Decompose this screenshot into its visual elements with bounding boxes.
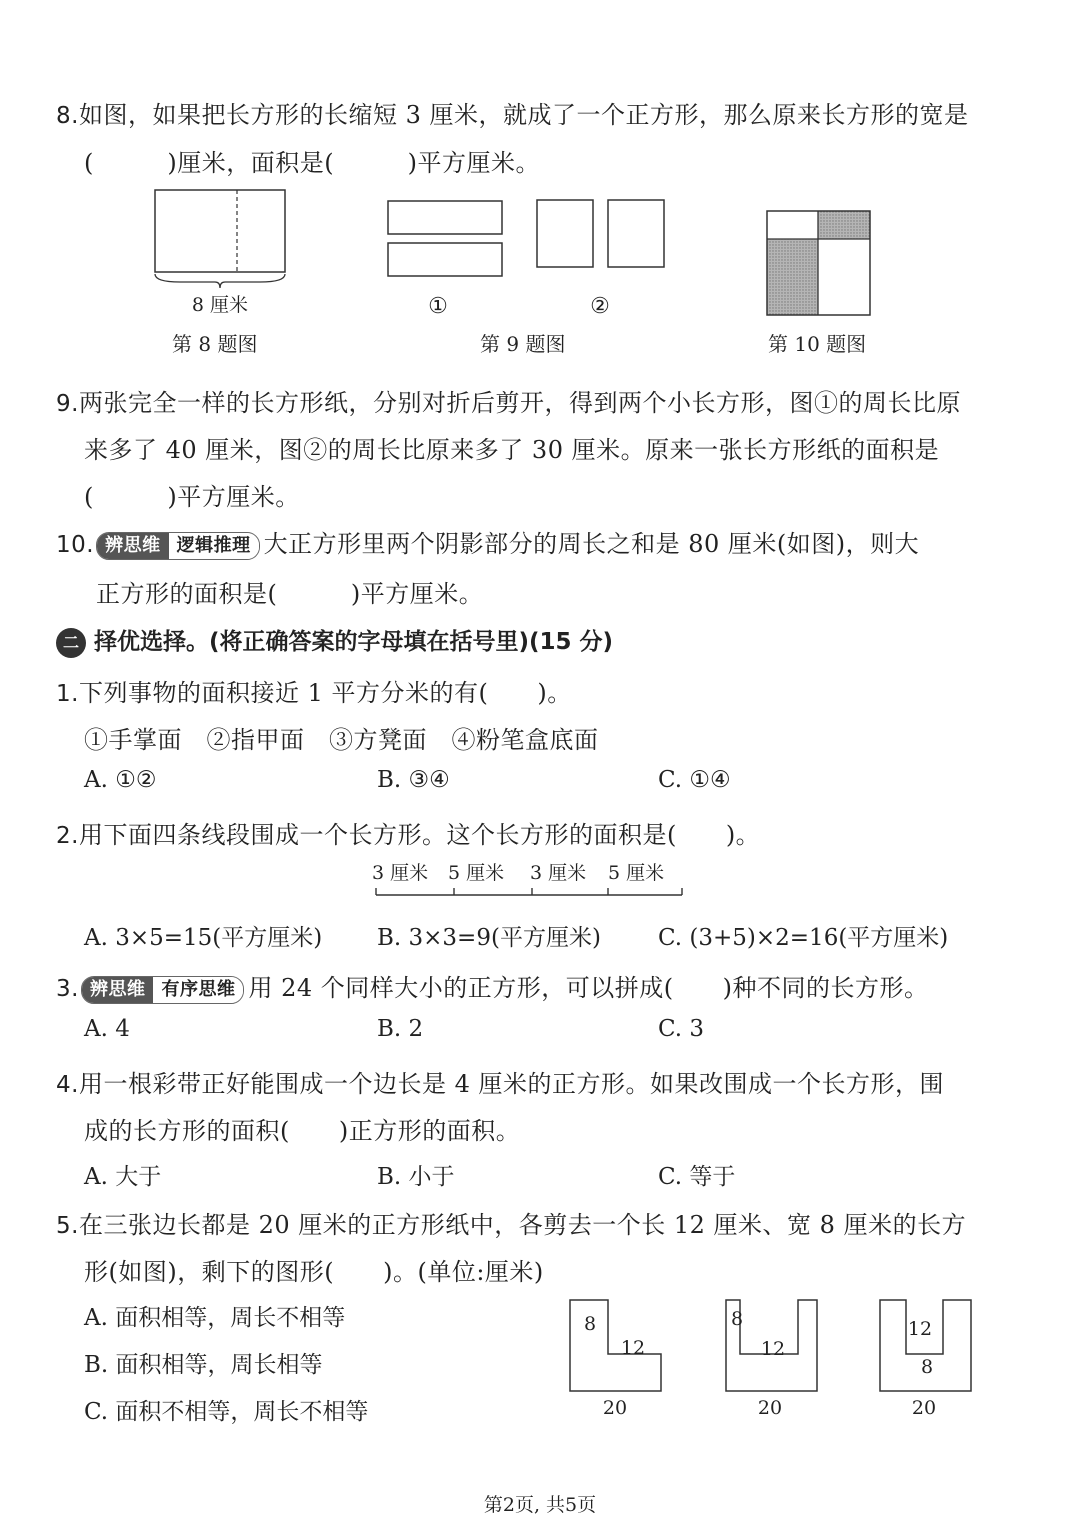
figure-10 xyxy=(760,205,880,320)
c3-text-1: 用 24 个同样大小的正方形，可以拼成( )种不同的长方形。 xyxy=(248,974,929,1002)
q10-line2: 正方形的面积是( )平方厘米。 xyxy=(96,580,484,608)
q9-line3: ( )平方厘米。 xyxy=(84,483,300,511)
c5-figures xyxy=(560,1292,980,1424)
fig10-shade-small xyxy=(818,211,870,239)
section-2-header xyxy=(56,623,613,658)
c4-number: 4. xyxy=(56,1072,79,1098)
q9-number: 9. xyxy=(56,391,79,417)
figure-9 xyxy=(380,195,680,320)
c1-option-b: B. ③④ xyxy=(377,767,450,793)
c3-option-a: A. 4 xyxy=(84,1016,130,1042)
c4-text-1: 用一根彩带正好能围成一个边长是 4 厘米的正方形。如果改围成一个长方形，围 xyxy=(78,1070,944,1098)
q9-text-1: 两张完全一样的长方形纸，分别对折后剪开，得到两个小长方形，图①的周长比原 xyxy=(78,389,961,417)
c1-text-1: 下列事物的面积接近 1 平方分米的有( )。 xyxy=(78,679,572,707)
c5-option-c: C. 面积不相等，周长不相等 xyxy=(84,1399,369,1425)
c5-text-1: 在三张边长都是 20 厘米的正方形纸中，各剪去一个长 12 厘米、宽 8 厘米的长方 xyxy=(78,1211,967,1239)
q9-line1 xyxy=(56,383,961,418)
c5-figure-a-width: 8 xyxy=(583,1313,597,1335)
c3-line1 xyxy=(56,968,928,1004)
fig9-caption: 第 9 题图 xyxy=(480,332,566,356)
q10-text-1: 大正方形里两个阴影部分的周长之和是 80 厘米(如图)，则大 xyxy=(263,530,920,558)
q10-tag-secondary: 逻辑推理 xyxy=(169,533,259,559)
fig9-label-2: ② xyxy=(590,294,610,319)
fig9-square-left xyxy=(537,200,593,267)
c5-figure-a-base: 20 xyxy=(602,1397,628,1419)
c5-number: 5. xyxy=(56,1213,79,1239)
c2-option-b: B. 3×3=9(平方厘米) xyxy=(377,925,601,951)
c5-figure-b-base: 20 xyxy=(757,1397,783,1419)
page-footer: 第2页, 共5页 xyxy=(483,1494,597,1516)
c5-line2: 形(如图)，剩下的图形( )。(单位:厘米) xyxy=(84,1258,544,1286)
figure-8 xyxy=(140,185,310,315)
q8-number: 8. xyxy=(56,103,79,129)
q8-line1 xyxy=(56,95,968,130)
c1-line1 xyxy=(56,673,572,708)
fig8-length-label: 8 厘米 xyxy=(191,294,249,315)
fig9-strip-top xyxy=(388,201,502,234)
c1-option-c: C. ①④ xyxy=(658,767,731,793)
c3-tag-secondary: 有序思维 xyxy=(153,977,243,1003)
c3-option-c: C. 3 xyxy=(658,1016,705,1042)
fig9-strip-bottom xyxy=(388,243,502,276)
c2-text-1: 用下面四条线段围成一个长方形。这个长方形的面积是( )。 xyxy=(78,821,761,849)
c2-number: 2. xyxy=(56,823,79,849)
c4-option-c: C. 等于 xyxy=(658,1164,736,1190)
c3-option-b: B. 2 xyxy=(377,1016,424,1042)
c2-option-a: A. 3×5=15(平方厘米) xyxy=(84,925,323,951)
q10-tag xyxy=(96,532,260,560)
c5-figure-b-width: 8 xyxy=(730,1308,744,1330)
c5-figure-a-height: 12 xyxy=(620,1337,646,1359)
c4-line2: 成的长方形的面积( )正方形的面积。 xyxy=(84,1117,521,1145)
c2-segment-3-label: 3 厘米 xyxy=(530,862,587,884)
c5-option-a: A. 面积相等，周长不相等 xyxy=(84,1305,346,1331)
c2-line1 xyxy=(56,815,760,850)
c1-number: 1. xyxy=(56,681,79,707)
c5-figure-c-base: 20 xyxy=(911,1397,937,1419)
q9-line2: 来多了 40 厘米，图②的周长比原来多了 30 厘米。原来一张长方形纸的面积是 xyxy=(84,436,940,464)
c3-tag-primary: 辨思维 xyxy=(82,977,154,1003)
c4-line1 xyxy=(56,1064,944,1099)
c5-figure-b-height: 12 xyxy=(760,1338,786,1360)
c2-segment-2-label: 5 厘米 xyxy=(448,862,505,884)
c5-line1 xyxy=(56,1205,966,1240)
section-2-number-badge: 二 xyxy=(56,628,86,658)
q10-tag-primary: 辨思维 xyxy=(97,533,169,559)
section-2-title: 择优选择。(将正确答案的字母填在括号里)(15 分) xyxy=(94,629,614,655)
fig9-square-right xyxy=(608,200,664,267)
c5-figure-c-height: 8 xyxy=(920,1356,934,1378)
fig10-shade-large xyxy=(767,239,818,315)
c2-segments xyxy=(370,855,690,905)
fig10-caption: 第 10 题图 xyxy=(768,332,867,356)
c4-option-a: A. 大于 xyxy=(84,1164,162,1190)
q10-line1 xyxy=(56,524,919,560)
q8-line2: ( )厘米，面积是( )平方厘米。 xyxy=(84,149,540,177)
q8-text-1: 如图，如果把长方形的长缩短 3 厘米，就成了一个正方形，那么原来长方形的宽是 xyxy=(78,101,969,129)
c5-figure-c-width: 12 xyxy=(907,1318,933,1340)
fig9-label-1: ① xyxy=(428,294,448,319)
c1-option-a: A. ①② xyxy=(84,767,157,793)
c2-option-c: C. (3+5)×2=16(平方厘米) xyxy=(658,925,949,951)
c3-tag xyxy=(81,976,245,1004)
c4-option-b: B. 小于 xyxy=(377,1164,455,1190)
c2-segment-1-label: 3 厘米 xyxy=(372,862,429,884)
fig8-rectangle xyxy=(155,190,285,272)
fig8-brace xyxy=(155,274,285,288)
q10-number: 10. xyxy=(56,532,95,558)
c2-segment-4-label: 5 厘米 xyxy=(608,862,665,884)
c1-line2: ①手掌面 ②指甲面 ③方凳面 ④粉笔盒底面 xyxy=(84,726,599,754)
c3-number: 3. xyxy=(56,976,79,1002)
fig8-caption: 第 8 题图 xyxy=(172,332,258,356)
c5-option-b: B. 面积相等，周长相等 xyxy=(84,1352,323,1378)
